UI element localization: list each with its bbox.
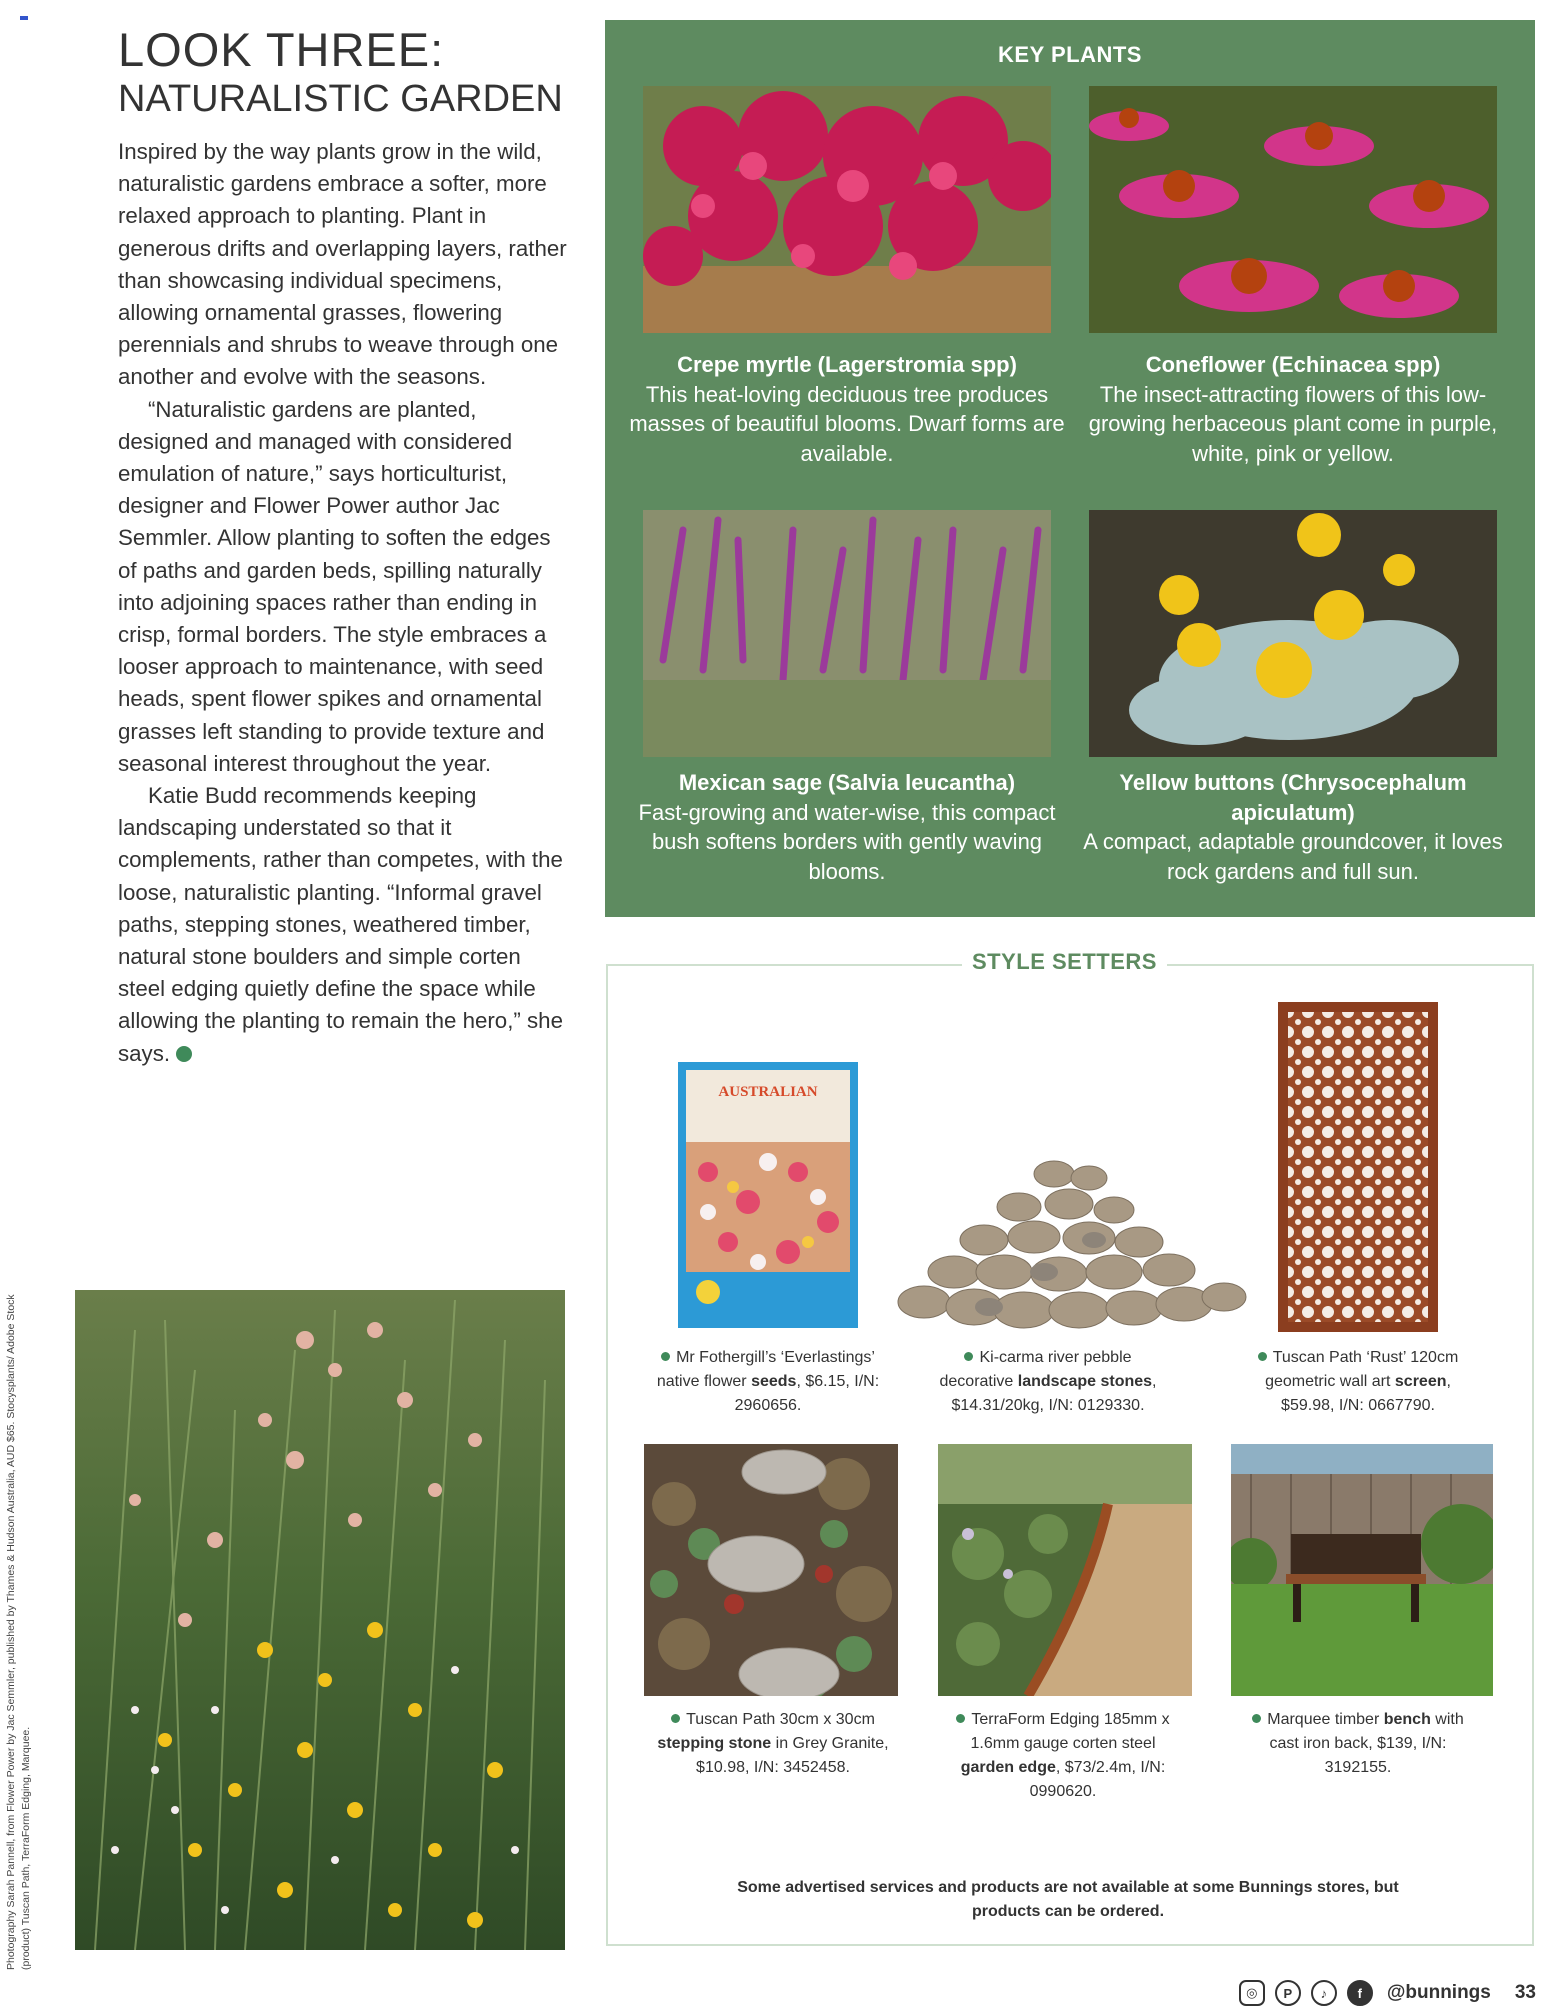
product-caption-screen xyxy=(1238,1346,1478,1418)
product-text: Marquee timber xyxy=(1267,1711,1384,1728)
bullet-dot-icon xyxy=(1258,1352,1267,1361)
meadow-illustration xyxy=(75,1290,565,1950)
plant-description: This heat-loving deciduous tree produces masses of beautiful blooms. Dwarf forms are available. xyxy=(629,381,1065,466)
product-text: TerraForm Edging 185mm x 1.6mm gauge corten steel xyxy=(970,1711,1170,1752)
page-title: LOOK THREE: xyxy=(118,23,445,76)
end-dot-icon xyxy=(176,1046,192,1062)
rust-screen-image xyxy=(1278,1002,1438,1332)
plant-caption-2 xyxy=(1073,350,1513,468)
river-pebbles-image xyxy=(894,1142,1250,1332)
stepping-stone-image xyxy=(644,1444,898,1696)
facebook-icon[interactable]: f xyxy=(1347,1980,1373,2006)
product-price: , $14.31/20kg, I/N: 0129330. xyxy=(951,1373,1157,1414)
product-caption-stepping-stone xyxy=(648,1708,898,1780)
plant-name: Coneflower (Echinacea spp) xyxy=(1145,352,1441,377)
plant-description: Fast-growing and water-wise, this compact bush softens borders with gently waving blooms. xyxy=(638,799,1056,884)
coneflower-photo xyxy=(1089,86,1497,333)
product-price: in Grey Granite, $10.98, I/N: 3452458. xyxy=(696,1735,889,1776)
product-caption-edging xyxy=(943,1708,1183,1804)
bullet-dot-icon xyxy=(661,1352,670,1361)
bullet-dot-icon xyxy=(956,1714,965,1723)
plant-caption-1 xyxy=(627,350,1067,468)
style-setters-title: STYLE SETTERS xyxy=(962,949,1167,975)
page-subtitle: NATURALISTIC GARDEN xyxy=(118,78,563,120)
product-price: , $73/2.4m, I/N: 0990620. xyxy=(1029,1759,1166,1800)
product-text: Tuscan Path ‘Rust’ 120cm geometric wall art xyxy=(1265,1349,1459,1390)
plant-description: The insect-attracting flowers of this low-growing herbaceous plant come in purple, white, pink or yellow. xyxy=(1088,381,1498,466)
disclaimer: Some advertised services and products are not available at some Bunnings stores, but products can be ordered. xyxy=(737,1879,1399,1920)
key-plants-title: KEY PLANTS xyxy=(998,42,1142,67)
garden-edge-image xyxy=(938,1444,1192,1696)
product-keyword: stepping stone xyxy=(657,1735,772,1752)
product-price: , $59.98, I/N: 0667790. xyxy=(1281,1373,1451,1414)
product-text: Tuscan Path 30cm x 30cm xyxy=(686,1711,875,1728)
plant-name: Yellow buttons (Chrysocephalum apiculatum) xyxy=(1119,770,1467,825)
mexican-sage-photo xyxy=(643,510,1051,757)
key-plants-panel xyxy=(605,20,1535,917)
yellow-buttons-photo xyxy=(1089,510,1497,757)
meadow-photo xyxy=(75,1290,565,1950)
bullet-dot-icon xyxy=(1252,1714,1261,1723)
bullet-dot-icon xyxy=(671,1714,680,1723)
paragraph-2: “Naturalistic gardens are planted, designed and managed with considered emulation of nature,” says horticulturist, designer and Flower Power author Jac Semmler. Allow planting to soften the edges of paths and garden beds, spilling naturally into adjoining spaces rather than ending in crisp, formal borders. The style embraces a looser approach to maintenance, with seed heads, spent flower spikes and ornamental grasses left standing to provide texture and seasonal interest throughout the year. xyxy=(118,396,551,776)
page-number: 33 xyxy=(1514,1982,1536,2003)
plant-caption-4 xyxy=(1073,768,1513,886)
photo-credit: Photography Sarah Pannell, from Flower Power by Jac Semmler, published by Thames & Hudson Australia, AUD $65. Stocysplants/ Adobe Stock (product) Tuscan Path, TerraForm Edging, Marquee. xyxy=(5,1294,32,1970)
product-text: Mr Fothergill’s ‘Everlastings’ native flower xyxy=(656,1349,875,1390)
product-keyword: bench xyxy=(1383,1711,1431,1728)
seed-packet-image xyxy=(678,1062,858,1328)
corner-mark xyxy=(20,16,28,20)
product-caption-stones xyxy=(938,1346,1158,1418)
product-caption-seeds xyxy=(638,1346,898,1418)
plant-description: A compact, adaptable groundcover, it loves rock gardens and full sun. xyxy=(1083,829,1503,884)
seed-packet-brand: AUSTRALIAN xyxy=(718,1084,818,1100)
product-text: Ki-carma river pebble decorative xyxy=(939,1349,1132,1390)
page-footer xyxy=(1239,1980,1536,2006)
product-keyword: screen xyxy=(1394,1373,1447,1390)
bullet-dot-icon xyxy=(964,1352,973,1361)
article-body xyxy=(118,136,568,1070)
product-keyword: seeds xyxy=(751,1373,797,1390)
plant-name: Mexican sage (Salvia leucantha) xyxy=(678,770,1016,795)
product-keyword: garden edge xyxy=(960,1759,1056,1776)
tiktok-icon[interactable]: ♪ xyxy=(1311,1980,1337,2006)
paragraph-1: Inspired by the way plants grow in the wild, naturalistic gardens embrace a softer, more relaxed approach to planting. Plant in generous drifts and overlapping layers, rather than showcasing individual specimens, allowing ornamental grasses, flowering perennials and shrubs to weave through one another and evolve with the seasons. xyxy=(118,139,567,390)
product-caption-bench xyxy=(1238,1708,1478,1780)
timber-bench-image xyxy=(1231,1444,1493,1696)
product-price: with cast iron back, $139, I/N: 3192155. xyxy=(1269,1711,1464,1776)
plant-caption-3 xyxy=(627,768,1067,886)
paragraph-3 xyxy=(118,780,568,1070)
style-setters-box xyxy=(606,949,1534,1946)
social-handle[interactable]: @bunnings xyxy=(1386,1982,1491,2003)
product-keyword: landscape stones xyxy=(1017,1373,1153,1390)
paragraph-3-text: Katie Budd recommends keeping landscaping understated so that it complements, rather than competes, with the loose, naturalistic planting. “Informal gravel paths, stepping stones, weathered timber, natural stone boulders and simple corten steel edging quietly define the space while allowing the planting to remain the hero,” she says. xyxy=(118,783,563,1066)
instagram-icon[interactable]: ◎ xyxy=(1239,1980,1265,2006)
plant-name: Crepe myrtle (Lagerstromia spp) xyxy=(677,352,1017,377)
crepe-myrtle-photo xyxy=(643,86,1051,333)
pinterest-icon[interactable]: P xyxy=(1275,1980,1301,2006)
product-price: , $6.15, I/N: 2960656. xyxy=(734,1373,880,1414)
